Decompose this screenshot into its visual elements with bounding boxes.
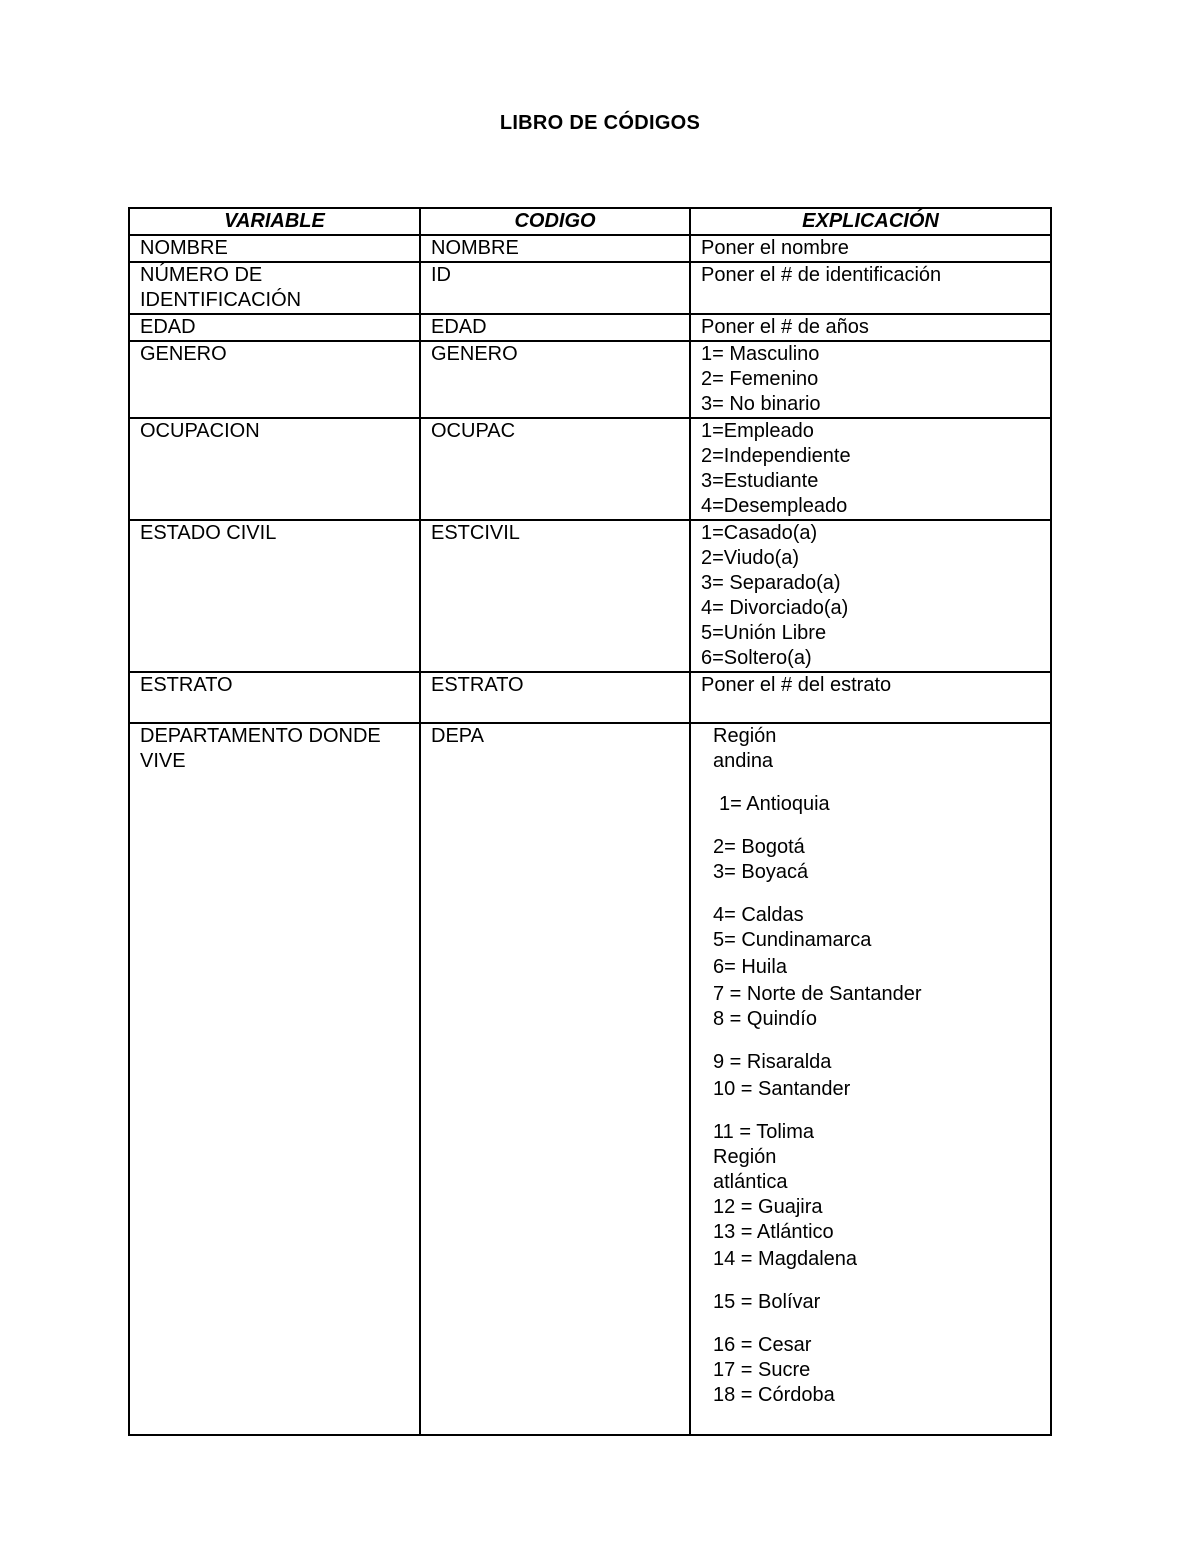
list-item: 11 = Tolima (713, 1121, 814, 1143)
list-item: 18 = Córdoba (713, 1384, 835, 1406)
list-item: 12 = Guajira (713, 1196, 823, 1218)
list-item: 2= Bogotá (713, 836, 805, 858)
codigo-cell: ID (420, 262, 690, 314)
list-item: 8 = Quindío (713, 1008, 817, 1030)
codigo-cell: ESTCIVIL (420, 520, 690, 672)
header-codigo: CODIGO (420, 208, 690, 235)
region-label: Región (713, 725, 777, 747)
codebook-table (128, 207, 1052, 1436)
header-explicacion: EXPLICACIÓN (690, 208, 1051, 235)
header-variable: VARIABLE (129, 208, 420, 235)
codigo-cell: OCUPAC (420, 418, 690, 520)
codigo-cell: NOMBRE (420, 235, 690, 262)
table-row (129, 262, 1051, 314)
explicacion-cell: Poner el # de identificación (690, 262, 1051, 314)
codigo-cell: EDAD (420, 314, 690, 341)
explicacion-cell: Poner el # del estrato (690, 672, 1051, 723)
list-item: 1= Antioquia (719, 793, 830, 815)
variable-cell: ESTADO CIVIL (129, 520, 420, 672)
table-row (129, 235, 1051, 262)
variable-cell: ESTRATO (129, 672, 420, 723)
explicacion-cell: 1=Casado(a) 2=Viudo(a) 3= Separado(a) 4= Divorciado(a) 5=Unión Libre 6=Soltero(a) (690, 520, 1051, 672)
table-header-row (129, 208, 1051, 235)
region-label: andina (713, 750, 774, 772)
table-row (129, 723, 1051, 1435)
list-item: 15 = Bolívar (713, 1291, 821, 1313)
table-row (129, 672, 1051, 723)
codigo-cell: DEPA (420, 723, 690, 1435)
departamento-list (701, 724, 1040, 1408)
codigo-cell: GENERO (420, 341, 690, 418)
variable-cell: NÚMERO DE IDENTIFICACIÓN (129, 262, 420, 314)
document-title: LIBRO DE CÓDIGOS (499, 112, 701, 134)
list-item: 17 = Sucre (713, 1359, 811, 1381)
list-item: 13 = Atlántico (713, 1221, 834, 1243)
table-row (129, 418, 1051, 520)
table-row (129, 314, 1051, 341)
list-item: 7 = Norte de Santander (713, 983, 922, 1005)
variable-cell: NOMBRE (129, 235, 420, 262)
list-item: 9 = Risaralda (713, 1051, 832, 1073)
list-item: 5= Cundinamarca (713, 929, 872, 951)
list-item: 6= Huila (713, 956, 787, 978)
explicacion-cell: Poner el nombre (690, 235, 1051, 262)
variable-cell: OCUPACION (129, 418, 420, 520)
list-item: 10 = Santander (713, 1078, 851, 1100)
region-label: atlántica (713, 1171, 788, 1193)
explicacion-cell: 1=Empleado 2=Independiente 3=Estudiante 4=Desempleado (690, 418, 1051, 520)
explicacion-cell: 1= Masculino 2= Femenino 3= No binario (690, 341, 1051, 418)
table-row (129, 341, 1051, 418)
list-item: 14 = Magdalena (713, 1248, 858, 1270)
variable-cell: DEPARTAMENTO DONDE VIVE (129, 723, 420, 1435)
codigo-cell: ESTRATO (420, 672, 690, 723)
explicacion-cell: Poner el # de años (690, 314, 1051, 341)
list-item: 3= Boyacá (713, 861, 809, 883)
list-item: 4= Caldas (713, 904, 804, 926)
table-row (129, 520, 1051, 672)
region-label: Región (713, 1146, 777, 1168)
list-item: 16 = Cesar (713, 1334, 812, 1356)
explicacion-cell (690, 723, 1051, 1435)
variable-cell: GENERO (129, 341, 420, 418)
variable-cell: EDAD (129, 314, 420, 341)
